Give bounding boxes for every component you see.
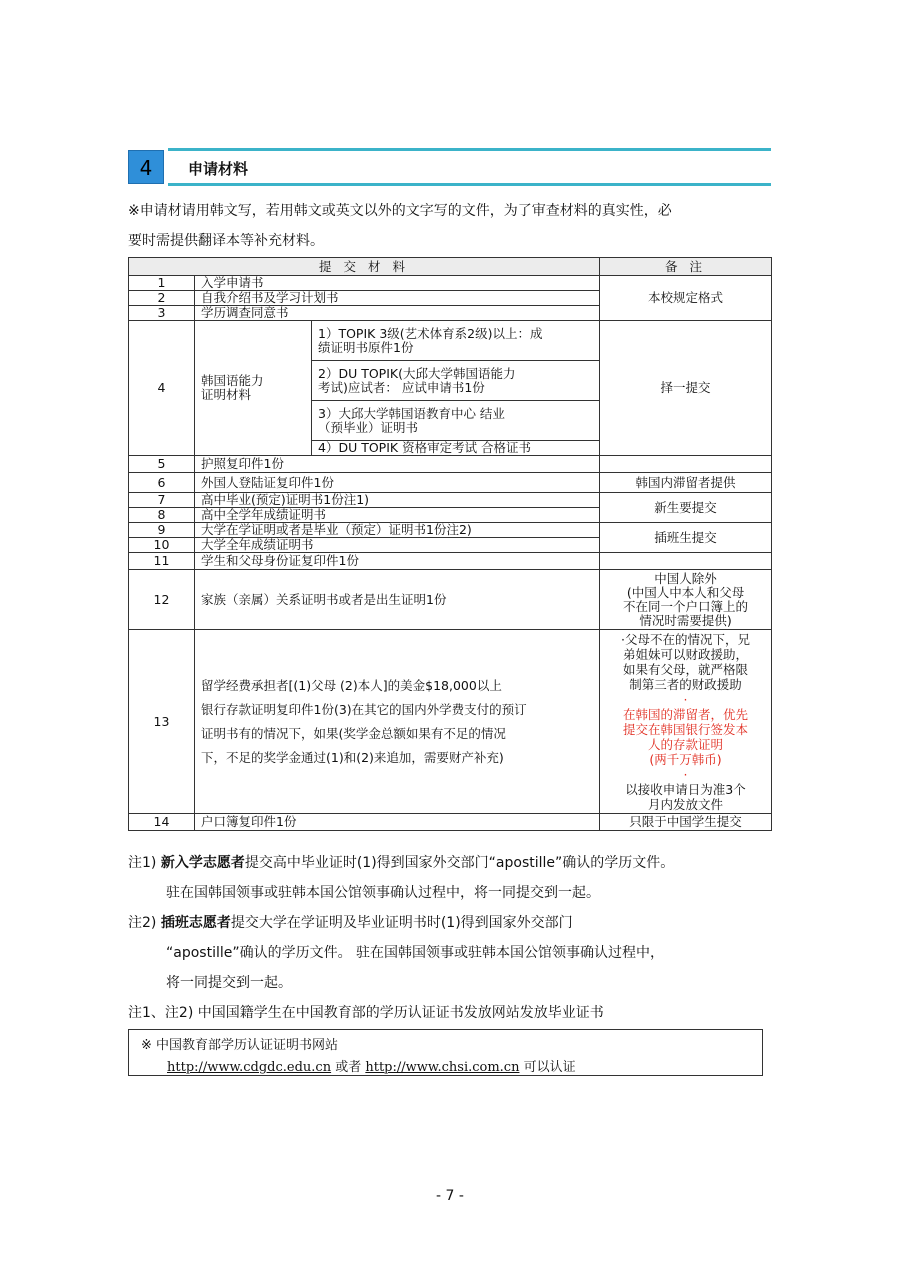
chsi-link[interactable]: http://www.chsi.com.cn [365,1060,520,1075]
note-1 [128,848,788,878]
note-line: 将一同提交到一起。 [166,975,292,991]
material-cell: 学生和父母身份证复印件1份 [195,553,600,570]
note-label: 注1) [128,855,157,871]
remark-line: 情况时需要提供) [639,612,732,628]
remark-line-red: 提交在韩国银行签发本 [623,721,749,737]
material-cell: 学历调查同意书 [195,306,600,321]
row-number: 1 [129,276,195,291]
material-cell [195,321,312,456]
row-number: 8 [129,508,195,523]
row-number: 2 [129,291,195,306]
remark-line-red: (两千万韩币) [649,751,722,767]
material-line: 银行存款证明复印件1份(3)在其它的国内外学费支付的预订 [201,701,527,717]
language-proof-label: 证明材料 [201,387,252,402]
material-cell [195,630,600,814]
sub-item-line: 绩证明书原件1份 [318,339,414,355]
material-cell: 自我介绍书及学习计划书 [195,291,600,306]
remark-cell: 本校规定格式 [600,276,772,321]
language-proof-label: 韩国语能力 [201,373,264,388]
section-header [128,148,771,186]
note-label: 注2) [128,915,157,931]
remark-line: 月内发放文件 [648,796,724,812]
row-number: 9 [129,523,195,538]
sub-item-cell [312,321,600,361]
row-number: 5 [129,456,195,473]
trailing-text: 可以认证 [519,1060,576,1075]
remark-cell [600,630,772,814]
remark-line: 中国人除外 [654,570,717,586]
header-rule-bottom [168,183,771,186]
website-box-title: ※ 中国教育部学历认证证明书网站 [141,1038,339,1053]
remark-cell: 新生要提交 [600,493,772,523]
material-cell: 入学申请书 [195,276,600,291]
remark-cell [600,553,772,570]
row-number: 7 [129,493,195,508]
remark-line: 不在同一个户口簿上的 [623,598,749,614]
website-box [128,1029,763,1076]
remark-cell: 插班生提交 [600,523,772,553]
remark-line-red: 人的存款证明 [648,736,724,752]
material-line: 留学经费承担者[(1)父母 (2)本人]的美金$18,000以上 [201,677,502,693]
note-line: 驻在国韩国领事或驻韩本国公馆领事确认过程中，将一同提交到一起。 [166,885,600,901]
row-number: 4 [129,321,195,456]
intro-line: ※申请材请用韩文写，若用韩文或英文以外的文字写的文件，为了审查材料的真实性，必 [128,203,672,219]
row-number: 3 [129,306,195,321]
material-line: 下，不足的奖学金通过(1)和(2)来追加，需要财产补充) [201,749,504,765]
note-bold: 新入学志愿者 [160,855,245,871]
remark-line: 以接收申请日为准3个 [625,781,746,797]
material-cell: 户口簿复印件1份 [195,814,600,831]
cdgdc-link[interactable]: http://www.cdgdc.edu.cn [167,1060,332,1075]
website-box-links [167,1056,576,1075]
intro-line: 要时需提供翻译本等补充材料。 [128,233,324,249]
material-line: 证明书有的情况下，如果(奖学金总额如果有不足的情况 [201,725,506,741]
material-cell: 大学全年成绩证明书 [195,538,600,553]
sub-item-line: 1）TOPIK 3级(艺术体育系2级)以上：成 [318,325,543,341]
footnotes [128,848,788,1028]
row-number: 10 [129,538,195,553]
remark-line: 如果有父母，就严格限 [623,661,749,677]
remark-line: (中国人中本人和父母 [626,584,745,600]
section-number: 4 [128,150,164,184]
header-remark: 备 注 [600,258,772,276]
remark-cell: 择一提交 [600,321,772,456]
sub-item-line: 3）大邱大学韩国语教育中心 结业 [318,405,505,421]
page-number: - 7 - [436,1188,464,1204]
header-material: 提 交 材 料 [129,258,600,276]
note-3: 注1、注2) 中国国籍学生在中国教育部的学历认证证书发放网站发放毕业证书 [128,1005,604,1021]
material-cell: 外国人登陆证复印件1份 [195,473,600,493]
materials-table [128,257,772,831]
separator-text: 或者 [331,1060,366,1075]
note-text: 提交高中毕业证时(1)得到国家外交部门“apostille”确认的学历文件。 [244,855,675,871]
remark-cell [600,456,772,473]
remark-cell: 只限于中国学生提交 [600,814,772,831]
remark-line-red: 在韩国的滞留者，优先 [623,706,749,722]
remark-line: 制第三者的财政援助 [629,676,742,692]
header-rule-top [168,148,771,151]
remark-cell: 韩国内滞留者提供 [600,473,772,493]
material-cell: 家族（亲属）关系证明书或者是出生证明1份 [195,570,600,630]
remark-line: 弟姐妹可以财政援助， [623,646,749,662]
row-number: 12 [129,570,195,630]
sub-item-line: 2）DU TOPIK(大邱大学韩国语能力 [318,365,516,381]
material-cell: 高中全学年成绩证明书 [195,508,600,523]
material-cell: 高中毕业(预定)证明书1份注1) [195,493,600,508]
row-number: 13 [129,630,195,814]
sub-item-cell [312,401,600,441]
section-title: 申请材料 [188,160,249,178]
remark-cell [600,570,772,630]
remark-dot: · [683,766,688,782]
sub-item-line: 考试)应试者： 应试申请书1份 [318,379,485,395]
sub-item-cell: 4）DU TOPIK 资格审定考试 合格证书 [312,441,600,456]
row-number: 14 [129,814,195,831]
intro-paragraph [128,196,773,256]
note-2 [128,908,788,938]
material-cell: 护照复印件1份 [195,456,600,473]
note-line: “apostille”确认的学历文件。 驻在国韩国领事或驻韩本国公馆领事确认过程中， [166,945,665,961]
sub-item-line: （预毕业）证明书 [318,419,419,435]
remark-line: ·父母不在的情况下，兄 [621,631,751,647]
note-bold: 插班志愿者 [160,915,231,931]
row-number: 6 [129,473,195,493]
remark-dot: · [683,691,688,707]
row-number: 11 [129,553,195,570]
material-cell: 大学在学证明或者是毕业（预定）证明书1份注2) [195,523,600,538]
sub-item-cell [312,361,600,401]
note-text: 提交大学在学证明及毕业证明书时(1)得到国家外交部门 [230,915,573,931]
